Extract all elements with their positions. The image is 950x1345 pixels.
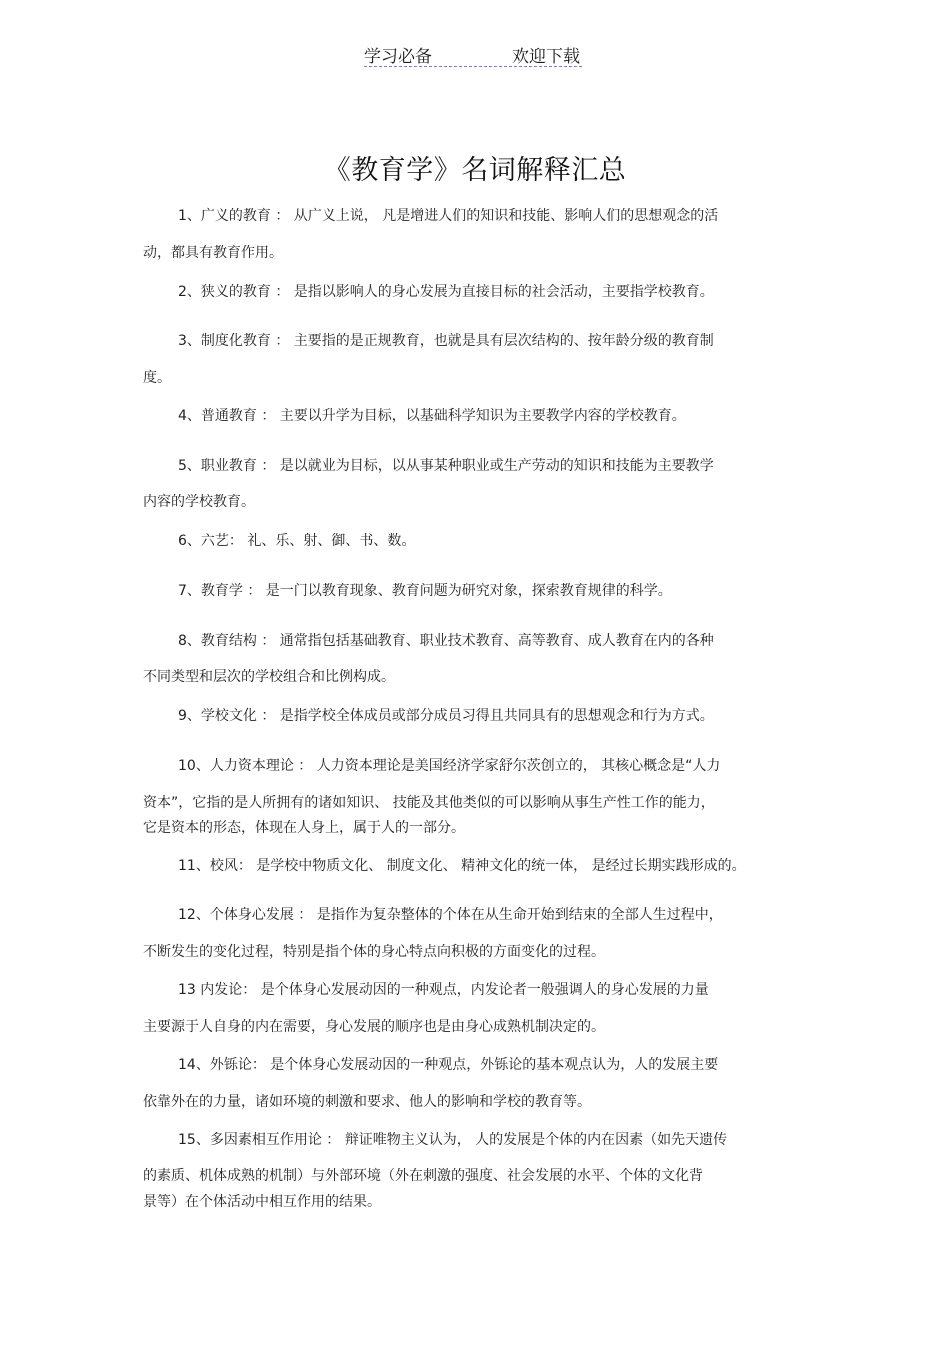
- term-11-line-1: 11、校风： 是学校中物质文化、 制度文化、 精神文化的统一体， 是经过长期实践形成的。: [178, 858, 746, 874]
- term-15-line-1: 15、多因素相互作用论 ： 辩证唯物主义认为， 人的发展是个体的内在因素（如先天遗传: [178, 1132, 728, 1148]
- term-10-line-3: 它是资本的形态，体现在人身上，属于人的一部分。: [143, 820, 465, 836]
- term-1-line-1: 1、广义的教育 ： 从广义上说， 凡是增进人们的知识和技能、影响人们的思想观念的活: [178, 208, 719, 224]
- term-14-line-2: 依靠外在的力量，诸如环境的刺激和要求、他人的影响和学校的教育等。: [143, 1094, 591, 1110]
- document-title: 《教育学》名词解释汇总: [323, 155, 627, 186]
- term-3-line-1: 3、制度化教育 ： 主要指的是正规教育，也就是具有层次结构的、按年龄分级的教育制: [178, 333, 714, 349]
- header-right-text: 欢迎下载: [512, 47, 580, 67]
- term-10-line-2: 资本”，它指的是人所拥有的诸如知识、 技能及其他类似的可以影响从事生产性工作的能力，: [143, 795, 715, 811]
- term-10-line-1: 10、人力资本理论 ： 人力资本理论是美国经济学家舒尔茨创立的， 其核心概念是“人力: [178, 758, 721, 774]
- term-13-line-1: 13 内发论： 是个体身心发展动因的一种观点，内发论者一般强调人的身心发展的力量: [178, 982, 709, 998]
- term-1-line-2: 动，都具有教育作用。: [143, 245, 283, 261]
- term-2-line-1: 2、狭义的教育 ： 是指以影响人的身心发展为直接目标的社会活动，主要指学校教育。: [178, 284, 714, 300]
- term-12-line-2: 不断发生的变化过程，特别是指个体的身心特点向积极的方面变化的过程。: [143, 944, 605, 960]
- term-14-line-1: 14、外铄论： 是个体身心发展动因的一种观点，外铄论的基本观点认为，人的发展主要: [178, 1057, 719, 1073]
- term-7-line-1: 7、教育学 ： 是一门以教育现象、教育问题为研究对象，探索教育规律的科学。: [178, 583, 672, 599]
- page-header: [364, 40, 582, 67]
- term-13-line-2: 主要源于人自身的内在需要，身心发展的顺序也是由身心成熟机制决定的。: [143, 1019, 605, 1035]
- term-8-line-2: 不同类型和层次的学校组合和比例构成。: [143, 669, 395, 685]
- term-12-line-1: 12、个体身心发展 ： 是指作为复杂整体的个体在从生命开始到结束的全部人生过程中，: [178, 907, 723, 923]
- term-5-line-2: 内容的学校教育。: [143, 494, 255, 510]
- term-15-line-2: 的素质、机体成熟的机制）与外部环境（外在刺激的强度、社会发展的水平、个体的文化背: [143, 1168, 703, 1184]
- term-5-line-1: 5、职业教育 ： 是以就业为目标，以从事某种职业或生产劳动的知识和技能为主要教学: [178, 458, 714, 474]
- term-8-line-1: 8、教育结构 ： 通常指包括基础教育、职业技术教育、高等教育、成人教育在内的各种: [178, 633, 714, 649]
- header-left-text: 学习必备: [364, 47, 432, 67]
- term-4-line-1: 4、普通教育 ： 主要以升学为目标，以基础科学知识为主要教学内容的学校教育。: [178, 408, 686, 424]
- term-9-line-1: 9、学校文化 ： 是指学校全体成员或部分成员习得且共同具有的思想观念和行为方式。: [178, 708, 714, 724]
- term-6-line-1: 6、六艺： 礼、乐、射、御、书、数。: [178, 533, 416, 549]
- term-3-line-2: 度。: [143, 370, 171, 386]
- term-15-line-3: 景等）在个体活动中相互作用的结果。: [143, 1194, 381, 1210]
